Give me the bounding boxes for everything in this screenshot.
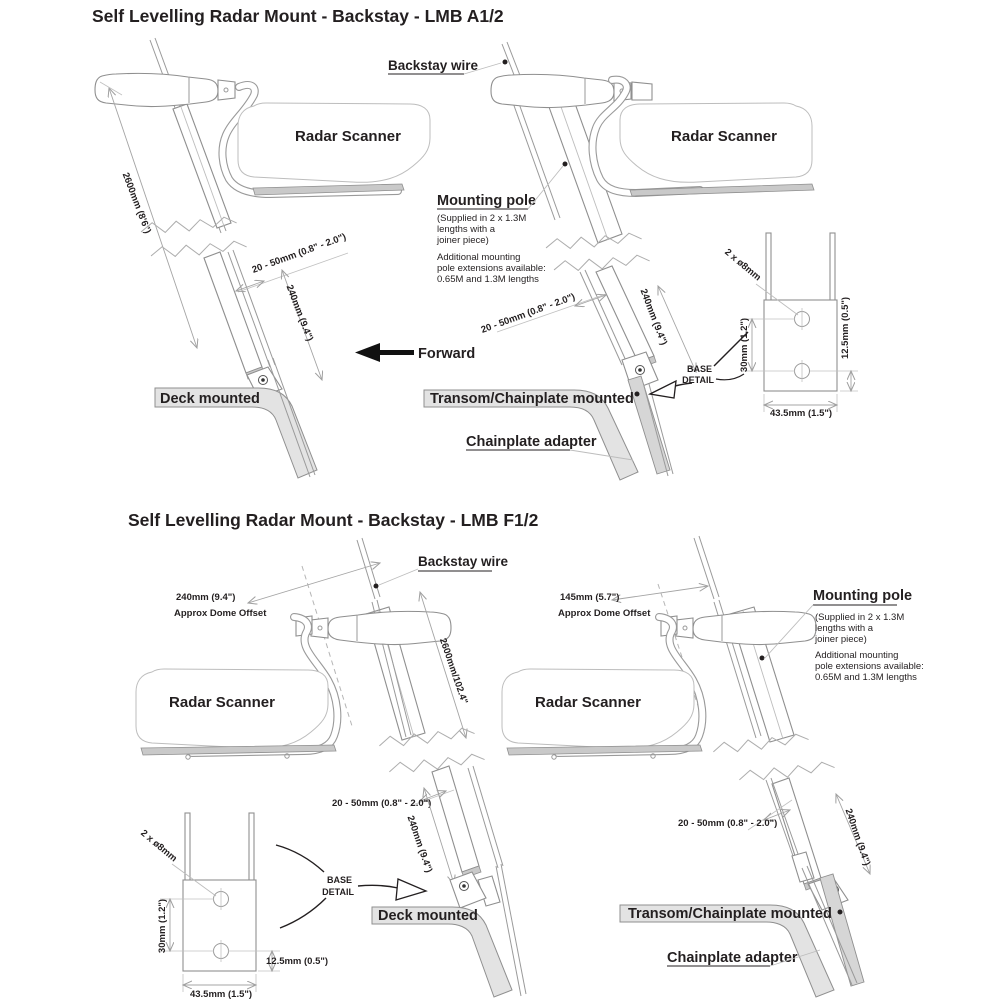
svg-text:Backstay wire: Backstay wire (418, 554, 509, 569)
svg-text:2600mm/102.4": 2600mm/102.4" (436, 636, 470, 706)
svg-text:Chainplate adapter: Chainplate adapter (667, 950, 798, 966)
bottom-base-detail-diagram (138, 813, 328, 1000)
svg-text:0.65M and 1.3M lengths: 0.65M and 1.3M lengths (815, 672, 917, 683)
svg-text:20 - 50mm (0.8" - 2.0"): 20 - 50mm (0.8" - 2.0") (678, 818, 778, 829)
svg-text:BASE: BASE (686, 364, 712, 374)
base-clamp (450, 872, 486, 908)
pole-break (545, 230, 642, 252)
svg-text:joiner piece): joiner piece) (437, 235, 489, 246)
svg-text:Forward: Forward (418, 346, 476, 362)
pole-break (150, 238, 247, 260)
width-dimension (183, 985, 256, 1000)
svg-text:pole extensions available:: pole extensions available: (437, 263, 546, 274)
svg-text:240mm (9.4"): 240mm (9.4") (637, 287, 670, 347)
sleeve-dimension (282, 270, 322, 380)
svg-text:2 x ø8mm: 2 x ø8mm (722, 246, 763, 284)
backstay-wire-callout (388, 58, 501, 74)
deck-mounted-label: Deck mounted (160, 391, 260, 407)
bottom-section (128, 510, 924, 1000)
top-title: Self Levelling Radar Mount - Backstay - LMB A1/2 (92, 6, 504, 26)
width-dimension (764, 405, 837, 419)
scanner-foot (186, 755, 190, 759)
svg-text:DETAIL: DETAIL (682, 375, 714, 385)
chainplate-adapter-callout (667, 950, 820, 966)
svg-text:30mm (1.2"): 30mm (1.2") (157, 898, 168, 954)
svg-text:DETAIL: DETAIL (322, 887, 354, 897)
svg-text:Mounting pole: Mounting pole (813, 588, 913, 604)
pole-extensions-note (815, 650, 924, 683)
svg-text:Chainplate adapter: Chainplate adapter (466, 434, 597, 450)
radar-scanner-label: Radar Scanner (535, 694, 641, 711)
svg-text:12.5mm (0.5"): 12.5mm (0.5") (266, 956, 329, 967)
svg-text:lengths with a: lengths with a (437, 224, 496, 235)
counterweight-handle (676, 611, 816, 644)
svg-text:43.5mm (1.5"): 43.5mm (1.5") (189, 989, 253, 1000)
leader-dot (563, 162, 568, 167)
svg-text:Backstay wire: Backstay wire (388, 58, 479, 73)
pole-supplied-note (814, 612, 904, 645)
bottom-title: Self Levelling Radar Mount - Backstay - LMB F1/2 (128, 510, 539, 530)
svg-text:Additional mounting: Additional mounting (437, 252, 521, 263)
svg-text:Mounting pole: Mounting pole (437, 193, 537, 209)
top-base-detail-diagram (722, 233, 858, 419)
svg-text:0.65M and 1.3M lengths: 0.65M and 1.3M lengths (437, 274, 539, 285)
dome-offset-dimension (174, 563, 380, 619)
top-section (92, 6, 858, 480)
bottom-transom-mounted-diagram (502, 536, 924, 997)
svg-text:pole extensions available:: pole extensions available: (815, 661, 924, 672)
bottom-deck-mounted-diagram (136, 538, 526, 1000)
svg-text:BASE: BASE (326, 875, 352, 885)
pole-supplied-note (436, 213, 526, 246)
forward-arrow-icon (355, 343, 380, 362)
clearance-dimension (236, 231, 348, 292)
svg-text:20 - 50mm (0.8" - 2.0"): 20 - 50mm (0.8" - 2.0") (479, 291, 577, 336)
deck-mounted-label: Deck mounted (378, 908, 478, 924)
clearance-dimension (480, 291, 606, 335)
leader-dot (635, 392, 640, 397)
svg-text:240mm (9.4"): 240mm (9.4") (283, 283, 316, 343)
leader-dot (760, 656, 765, 661)
svg-text:joiner piece): joiner piece) (815, 634, 867, 645)
svg-text:145mm (5.7"): 145mm (5.7") (560, 592, 620, 603)
svg-text:20 - 50mm (0.8" - 2.0"): 20 - 50mm (0.8" - 2.0") (250, 231, 348, 276)
hole-spacing-dimension (739, 318, 752, 372)
mounting-pole (549, 98, 622, 243)
svg-text:(Supplied in 2 x 1.3M: (Supplied in 2 x 1.3M (437, 213, 527, 224)
leader-dot (374, 584, 379, 589)
dome-offset-dimension (558, 586, 708, 619)
transom-mounted-label: Transom/Chainplate mounted (430, 391, 634, 407)
hole-spacing-dimension (157, 899, 170, 953)
radar-scanner-label: Radar Scanner (295, 128, 401, 145)
backstay-wire-callout (379, 554, 509, 585)
radar-scanner-label: Radar Scanner (169, 694, 275, 711)
counterweight-handle (95, 73, 235, 106)
base-detail-arrow-icon (650, 381, 676, 398)
forward-indicator (355, 343, 475, 362)
sleeve-dimension (836, 794, 872, 874)
transom-mounted-label: Transom/Chainplate mounted (628, 906, 832, 922)
pole-break (378, 725, 475, 750)
svg-text:43.5mm (1.5"): 43.5mm (1.5") (769, 408, 833, 419)
svg-text:240mm (9.4"): 240mm (9.4") (176, 592, 236, 603)
counterweight-handle (311, 611, 451, 644)
svg-text:lengths with a: lengths with a (815, 623, 874, 634)
arm-bracket (632, 82, 652, 100)
radar-scanner-label: Radar Scanner (671, 128, 777, 145)
scanner-foot (552, 755, 556, 759)
svg-text:20 - 50mm (0.8" - 2.0"): 20 - 50mm (0.8" - 2.0") (332, 798, 432, 809)
svg-text:240mm (9.4"): 240mm (9.4") (842, 807, 873, 868)
svg-text:(Supplied in 2 x 1.3M: (Supplied in 2 x 1.3M (815, 612, 905, 623)
svg-text:12.5mm (0.5"): 12.5mm (0.5") (840, 296, 851, 360)
svg-text:Additional mounting: Additional mounting (815, 650, 899, 661)
leader-dot (503, 60, 508, 65)
base-detail-arrow-icon (396, 879, 426, 900)
svg-text:30mm (1.2"): 30mm (1.2") (739, 317, 750, 373)
pole-extensions-note (437, 252, 546, 285)
edge-offset-dimension (266, 951, 328, 971)
svg-text:Approx Dome Offset: Approx Dome Offset (558, 608, 651, 619)
svg-text:2 x ø8mm: 2 x ø8mm (138, 827, 179, 865)
svg-text:240mm (9.4"): 240mm (9.4") (404, 814, 435, 875)
base-plate-drawing (183, 813, 256, 971)
edge-offset-dimension (840, 297, 851, 391)
backstay-wire (694, 536, 719, 599)
clearance-dimension (332, 790, 454, 809)
leader-dot (838, 910, 843, 915)
scanner-platform (630, 184, 814, 196)
top-deck-mounted-diagram (95, 38, 430, 478)
base-plate-drawing (764, 233, 837, 391)
svg-text:2600mm (8'6"): 2600mm (8'6") (119, 171, 153, 236)
svg-text:Approx Dome Offset: Approx Dome Offset (174, 608, 267, 619)
